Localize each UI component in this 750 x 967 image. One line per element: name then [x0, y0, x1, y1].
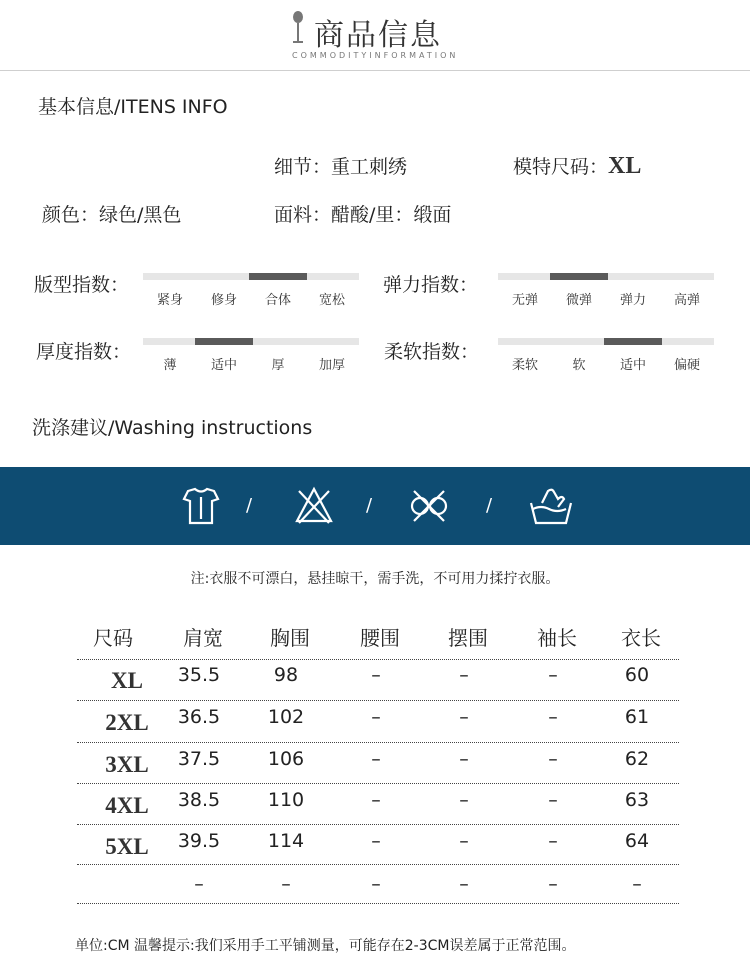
table-header-cell: 胸围 — [270, 626, 310, 650]
table-cell: 114 — [267, 830, 305, 852]
index-bar — [498, 338, 714, 345]
index-label: 柔软指数： — [384, 341, 480, 363]
model-size-value: XL — [608, 153, 642, 179]
index-tick-label: 柔软 — [511, 358, 539, 373]
size-label: 2XL — [105, 710, 149, 735]
table-cell: – — [459, 664, 469, 686]
table-cell: – — [371, 706, 381, 728]
separator: / — [366, 495, 373, 516]
table-cell: 36.5 — [177, 706, 221, 728]
washing-heading: 洗涤建议/Washing instructions — [32, 417, 313, 439]
table-cell: – — [548, 830, 558, 852]
index-tick-label: 微弹 — [565, 293, 593, 308]
index-tick-label: 薄 — [163, 358, 177, 373]
table-header-cell: 尺码 — [93, 626, 133, 650]
table-cell: 60 — [624, 664, 650, 686]
index-tick-label: 合体 — [264, 293, 292, 308]
table-row-divider — [77, 742, 679, 743]
index-label: 弹力指数： — [383, 274, 479, 296]
header-divider — [0, 70, 750, 71]
index-tick-label: 软 — [572, 358, 586, 373]
table-cell: – — [371, 873, 381, 895]
index-selected-segment — [249, 273, 307, 280]
table-cell: 110 — [267, 789, 305, 811]
table-cell: – — [194, 873, 204, 895]
table-cell: – — [459, 873, 469, 895]
table-row-divider — [77, 903, 679, 904]
index-selected-segment — [604, 338, 662, 345]
table-row-divider — [77, 700, 679, 701]
separator: / — [486, 495, 493, 516]
table-cell: – — [281, 873, 291, 895]
index-tick-label: 加厚 — [318, 358, 346, 373]
model-size — [513, 152, 641, 180]
table-cell: – — [548, 873, 558, 895]
index-selected-segment — [550, 273, 608, 280]
footer-note: 单位:CM 温馨提示:我们采用手工平铺测量，可能存在2-3CM误差属于正常范围。 — [75, 938, 576, 954]
table-cell: 64 — [624, 830, 650, 852]
color-text: 颜色：绿色/黑色 — [42, 204, 182, 226]
table-cell: – — [548, 789, 558, 811]
table-cell: 39.5 — [177, 830, 221, 852]
table-cell: – — [548, 748, 558, 770]
index-bar — [143, 338, 359, 345]
table-row-divider — [77, 783, 679, 784]
index-tick-label: 无弹 — [511, 293, 539, 308]
model-size-label: 模特尺码： — [513, 156, 609, 178]
index-tick-label: 厚 — [271, 358, 285, 373]
table-cell: – — [459, 830, 469, 852]
index-bar — [498, 273, 714, 280]
table-cell: 62 — [624, 748, 650, 770]
hang-dry-icon — [180, 485, 222, 527]
table-cell: – — [371, 748, 381, 770]
no-bleach-icon — [293, 485, 335, 527]
index-tick-label: 紧身 — [156, 293, 184, 308]
table-cell: – — [632, 873, 642, 895]
table-cell: 37.5 — [177, 748, 221, 770]
size-label: 5XL — [105, 834, 149, 859]
table-cell: – — [371, 830, 381, 852]
table-row-divider — [77, 824, 679, 825]
index-tick-label: 高弹 — [673, 293, 701, 308]
table-cell: – — [548, 664, 558, 686]
index-tick-label: 宽松 — [318, 293, 346, 308]
table-cell: – — [459, 748, 469, 770]
index-label: 厚度指数： — [36, 341, 132, 363]
fabric-text: 面料：醋酸/里：缎面 — [274, 204, 452, 226]
table-cell: 38.5 — [177, 789, 221, 811]
table-cell: 98 — [273, 664, 299, 686]
table-cell: 63 — [624, 789, 650, 811]
index-tick-label: 适中 — [619, 358, 647, 373]
table-cell: – — [459, 789, 469, 811]
table-header-cell: 摆围 — [448, 626, 488, 650]
table-header-cell: 衣长 — [621, 626, 661, 650]
table-header-cell: 腰围 — [360, 626, 400, 650]
index-tick-label: 修身 — [210, 293, 238, 308]
size-label: 3XL — [105, 752, 149, 777]
table-cell: – — [371, 664, 381, 686]
no-wring-icon — [408, 485, 450, 527]
hand-wash-icon — [528, 485, 574, 527]
washing-note: 注:衣服不可漂白，悬挂晾干，需手洗，不可用力揉拧衣服。 — [190, 571, 560, 587]
table-header-cell: 肩宽 — [183, 626, 223, 650]
index-label: 版型指数： — [34, 274, 130, 296]
table-row-divider — [77, 864, 679, 865]
washing-icons-band — [0, 467, 750, 545]
separator: / — [246, 495, 253, 516]
table-cell: – — [548, 706, 558, 728]
mannequin-icon — [290, 10, 306, 46]
index-tick-label: 偏硬 — [673, 358, 701, 373]
index-tick-label: 适中 — [210, 358, 238, 373]
index-bar — [143, 273, 359, 280]
index-tick-label: 弹力 — [619, 293, 647, 308]
page-title: 商品信息 — [314, 18, 442, 53]
table-header-cell: 袖长 — [537, 626, 577, 650]
size-label: 4XL — [105, 793, 149, 818]
table-cell: – — [371, 789, 381, 811]
size-label: XL — [111, 668, 143, 693]
page-subtitle: COMMODITYINFORMATION — [292, 51, 459, 60]
detail-text: 细节：重工刺绣 — [274, 156, 408, 178]
table-cell: 102 — [267, 706, 305, 728]
basic-info-heading: 基本信息/ITENS INFO — [38, 96, 228, 118]
index-selected-segment — [195, 338, 253, 345]
table-cell: 61 — [624, 706, 650, 728]
table-cell: 106 — [267, 748, 305, 770]
table-cell: 35.5 — [177, 664, 221, 686]
table-cell: – — [459, 706, 469, 728]
table-row-divider — [77, 659, 679, 660]
